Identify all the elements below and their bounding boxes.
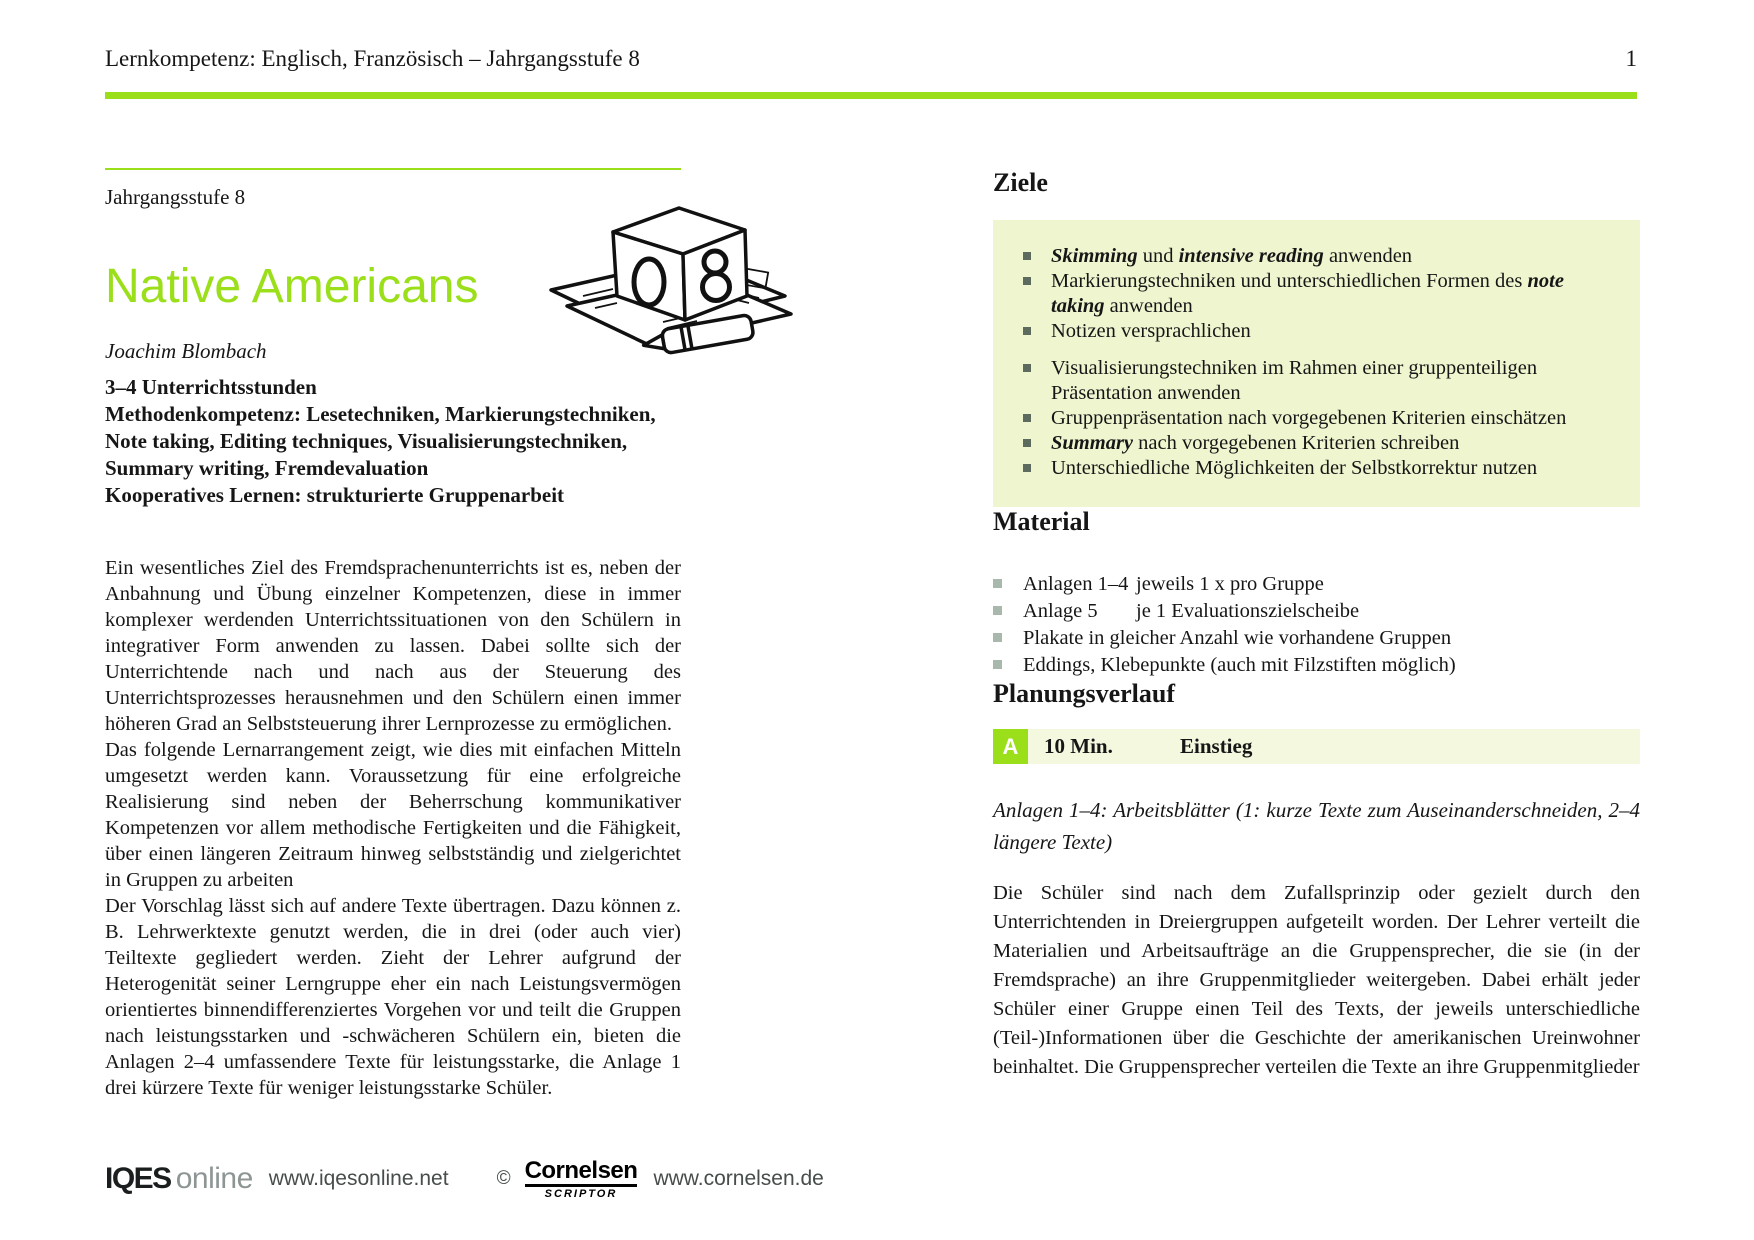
square-bullet-icon <box>1023 277 1031 285</box>
phase-title: Einstieg <box>1180 734 1253 758</box>
meta-line: Kooperatives Lernen: strukturierte Gruppenarbeit <box>105 483 565 507</box>
square-bullet-icon <box>1023 414 1031 422</box>
cornelsen-url: www.cornelsen.de <box>653 1167 824 1190</box>
page-footer <box>105 1158 824 1200</box>
emphasis-text: note taking <box>1051 270 1564 317</box>
square-bullet-icon <box>1023 464 1031 472</box>
body-paragraph: Ein wesentliches Ziel des Fremdsprachenunterrichts ist es, neben der Anbahnung und Übung einzelner Kompetenzen, diese in immer komplexer werdenden Unterrichtssituationen von den Schülern in integrativer Form anwenden zu lassen. Dabei sollte sich der Unterrichtende nach und nach aus der Steuerung des Unterrichtsprozesses herausnehmen und den Schülern einen immer höheren Grad an Selbststeuerung ihrer Lernprozesse zu ermöglichen. <box>105 557 681 735</box>
material-label: Anlagen 1–4 <box>1023 573 1129 595</box>
section-rule <box>105 168 681 170</box>
goal-item: Markierungstechniken und unterschiedlichen Formen des note taking anwenden <box>1021 269 1612 319</box>
phase-letter-badge: A <box>993 729 1028 764</box>
goal-item: Skimming und intensive reading anwenden <box>1021 244 1612 269</box>
material-item <box>993 652 1640 679</box>
author-name: Joachim Blombach <box>105 339 267 363</box>
square-bullet-icon <box>993 606 1002 615</box>
phase-duration: 10 Min. <box>1044 734 1113 758</box>
goals-heading: Ziele <box>993 168 1048 197</box>
material-text: Eddings, Klebepunkte (auch mit Filzstiften möglich) <box>1023 654 1456 676</box>
intro-text <box>105 555 681 1101</box>
page-title: Native Americans <box>105 260 479 313</box>
iqes-logo-bold: IQES <box>105 1162 171 1195</box>
body-paragraph: Das folgende Lernarrangement zeigt, wie dies mit einfachen Mitteln umgesetzt werden kann. Voraussetzung für eine erfolgreiche Realisierung sind neben der Beherrschung kommunikativer Kompetenzen vor allem methodische Fertigkeiten und die Fähigkeit, über einen längeren Zeitraum hinweg selbstständig und zielgerichtet in Gruppen zu arbeiten <box>105 739 681 891</box>
material-label: Anlage 5 <box>1023 600 1098 622</box>
right-column <box>993 168 1640 1103</box>
iqes-logo <box>105 1162 253 1196</box>
square-bullet-icon <box>993 633 1002 642</box>
emphasis-text: Summary <box>1051 432 1134 454</box>
material-item <box>993 571 1640 598</box>
goals-box <box>993 220 1640 507</box>
material-text: Plakate in gleicher Anzahl wie vorhandene Gruppen <box>1023 627 1452 649</box>
square-bullet-icon <box>1023 327 1031 335</box>
lesson-meta <box>105 374 681 509</box>
goal-item: Gruppenpräsentation nach vorgegebenen Kriterien einschätzen <box>1021 406 1612 431</box>
material-item <box>993 625 1640 652</box>
goal-item: Notizen versprachlichen <box>1021 319 1612 344</box>
plan-heading: Planungsverlauf <box>993 679 1176 708</box>
material-list <box>993 571 1640 679</box>
cornelsen-logo <box>524 1156 638 1200</box>
square-bullet-icon <box>1023 364 1031 372</box>
meta-line: Methodenkompetenz: Lesetechniken, Markierungstechniken, Note taking, Editing techniques, Visualisierungstechniken, Summary writing, Fremdevaluation <box>105 402 656 480</box>
square-bullet-icon <box>993 660 1002 669</box>
phase-paragraph: Die Schüler sind nach dem Zufallsprinzip oder gezielt durch den Unterrichtenden in Dreiergruppen aufgeteilt worden. Der Lehrer verteilt die Materialien und Arbeitsaufträge an die Gruppensprecher, die sie (in der Fremdsprache) an ihre Gruppenmitglieder weitergeben. Dabei erhält jeder Schüler einer Gruppe einen Teil des Texts, der jeweils unterschiedliche (Teil-)Informationen über die Geschichte der amerikanischen Ureinwohner beinhaltet. Die Gruppensprecher verteilen die Texte an ihre Gruppenmitglieder <box>993 882 1640 1078</box>
material-item <box>993 598 1640 625</box>
left-column <box>105 168 681 1101</box>
phase-row <box>993 729 1640 764</box>
material-text: je 1 Evaluationszielscheibe <box>1136 600 1360 622</box>
cornelsen-logo-sub: SCRIPTOR <box>544 1187 618 1200</box>
page-number: 1 <box>1625 46 1637 71</box>
goal-item: Summary nach vorgegebenen Kriterien schreiben <box>1021 431 1612 456</box>
emphasis-text: Skimming <box>1051 245 1138 267</box>
emphasis-text: intensive reading <box>1178 245 1324 267</box>
material-heading: Material <box>993 507 1090 536</box>
goals-list-primary <box>1021 244 1612 344</box>
phase-note: Anlagen 1–4: Arbeitsblätter (1: kurze Texte zum Auseinanderschneiden, 2–4 längere Texte) <box>993 798 1640 854</box>
running-header: Lernkompetenz: Englisch, Französisch – Jahrgangsstufe 8 <box>105 46 640 71</box>
square-bullet-icon <box>993 579 1002 588</box>
phase-bar <box>1028 729 1640 764</box>
goal-item: Unterschiedliche Möglichkeiten der Selbstkorrektur nutzen <box>1021 456 1612 481</box>
iqes-url: www.iqesonline.net <box>268 1167 449 1190</box>
material-text: jeweils 1 x pro Gruppe <box>1136 573 1324 595</box>
square-bullet-icon <box>1023 439 1031 447</box>
copyright-symbol: © <box>496 1168 511 1189</box>
iqes-logo-light: online <box>175 1162 253 1195</box>
header-rule <box>105 92 1637 99</box>
grade-kicker: Jahrgangsstufe 8 <box>105 185 246 209</box>
goals-list-secondary <box>1021 356 1612 481</box>
meta-line: 3–4 Unterrichtsstunden <box>105 375 317 399</box>
body-paragraph: Der Vorschlag lässt sich auf andere Texte übertragen. Dazu können z. B. Lehrwerktexte genutzt werden, die in drei (oder auch vier) Teiltexte gegliedert werden. Zieht der Lehrer aufgrund der Heterogenität seiner Lerngruppe eher ein nach Leistungsvermögen orientiertes binnendifferenziertes Vorgehen vor und teilt die Gruppen nach leistungsstarken und -schwächeren Schülern ein, bieten die Anlagen 2–4 umfassendere Texte für leistungsstarke, die Anlage 1 drei kürzere Texte für weniger leistungsstarke Schüler. <box>105 895 681 1099</box>
square-bullet-icon <box>1023 252 1031 260</box>
goal-item: Visualisierungstechniken im Rahmen einer gruppenteiligen Präsentation anwenden <box>1021 356 1612 406</box>
cornelsen-logo-name: Cornelsen <box>525 1159 638 1187</box>
